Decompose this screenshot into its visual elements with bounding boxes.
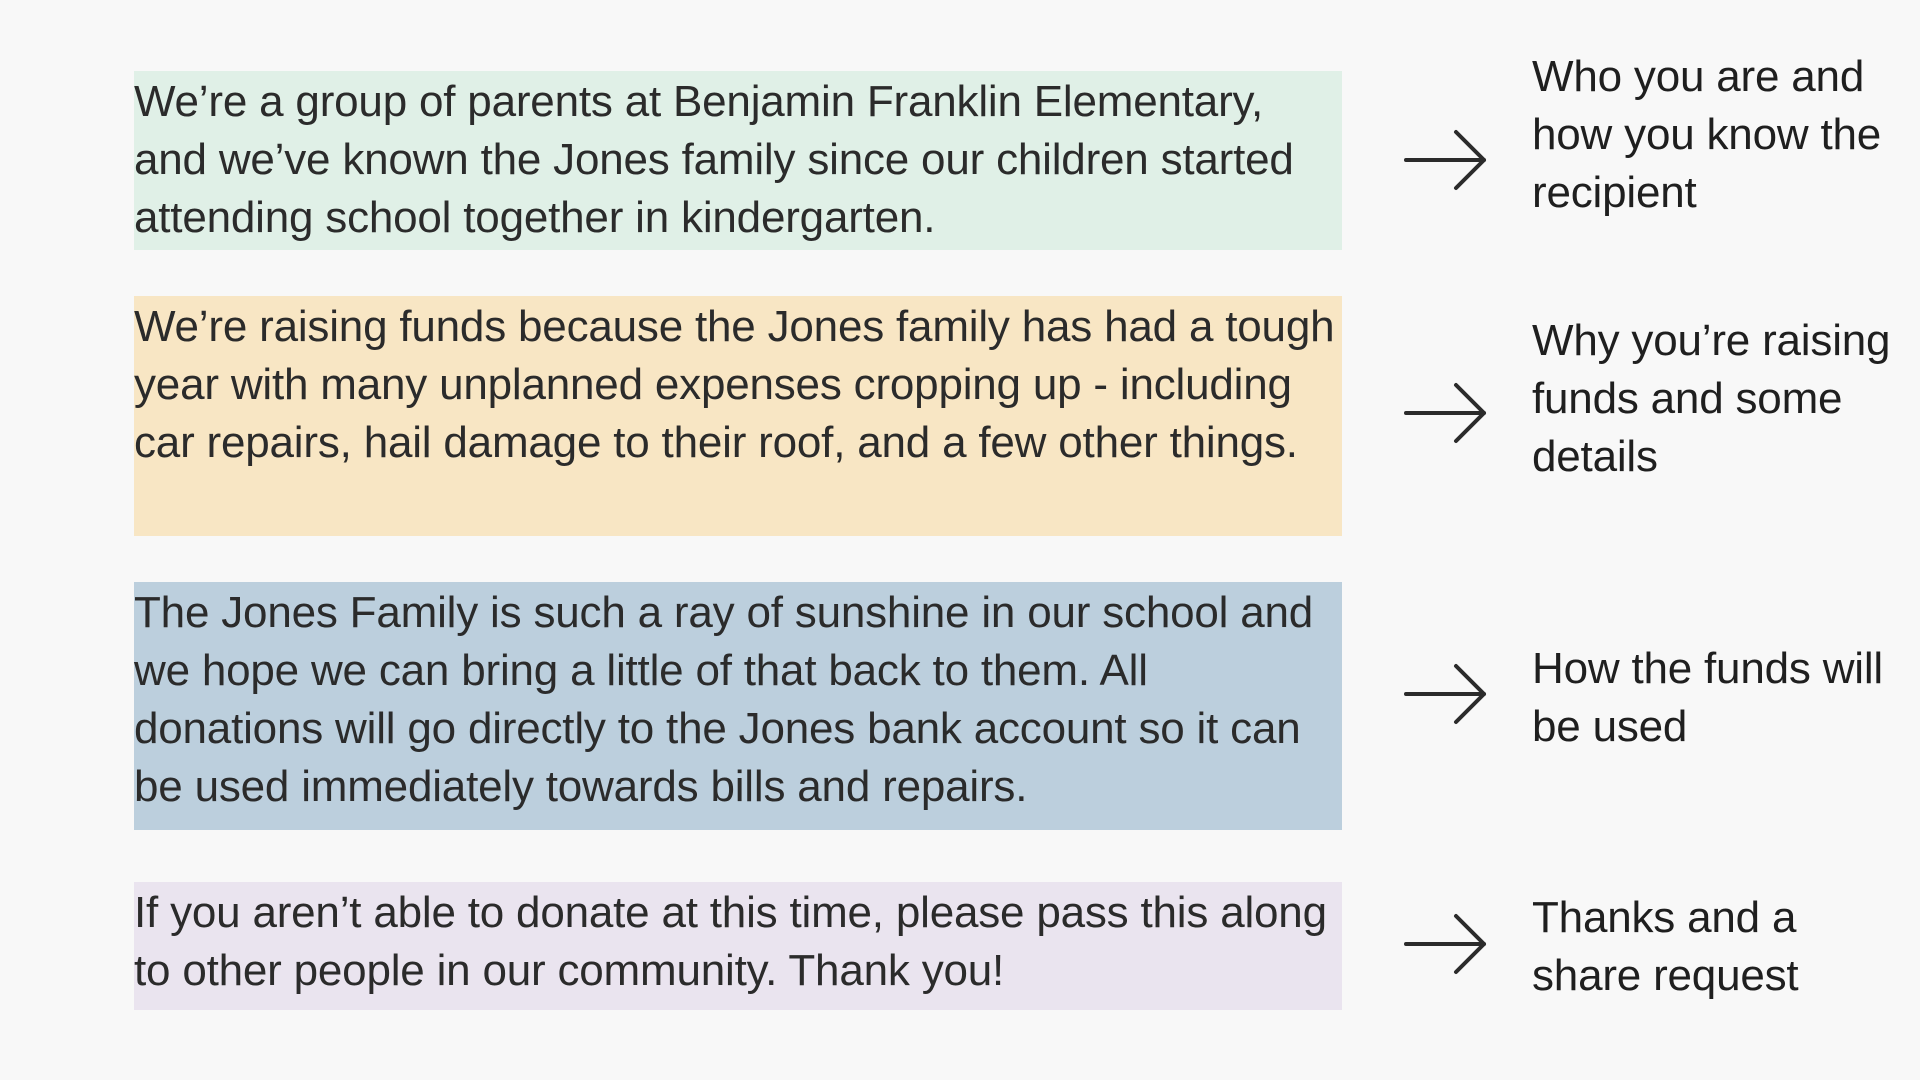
arrow-right-icon (1404, 662, 1488, 726)
reason-label: Why you’re raising funds and some details (1532, 316, 1891, 481)
reason-text: We’re raising funds because the Jones family has had a tough year with many unplanned expenses cropping up - including car repairs, hail damage to their roof, and a few other things. (134, 302, 1335, 467)
usage-label: How the funds will be used (1532, 644, 1883, 751)
intro-text: We’re a group of parents at Benjamin Franklin Elementary, and we’ve known the Jones family since our children started attending school together in kindergarten. (134, 77, 1294, 242)
intro-label: Who you are and how you know the recipient (1532, 52, 1882, 217)
arrow-right-icon (1404, 381, 1488, 445)
usage-text-box (134, 582, 1342, 830)
thanks-text-box (134, 882, 1342, 1010)
thanks-label: Thanks and a share request (1532, 893, 1799, 1000)
reason-text-box (134, 296, 1342, 536)
intro-text-box (134, 71, 1342, 250)
arrow-right-icon (1404, 128, 1488, 192)
usage-text: The Jones Family is such a ray of sunshine in our school and we hope we can bring a little of that back to them. All donations will go directly to the Jones bank account so it can be used immediately towards bills and repairs. (134, 588, 1314, 811)
arrow-right-icon (1404, 912, 1488, 976)
thanks-text: If you aren’t able to donate at this time, please pass this along to other people in our community. Thank you! (134, 888, 1327, 995)
